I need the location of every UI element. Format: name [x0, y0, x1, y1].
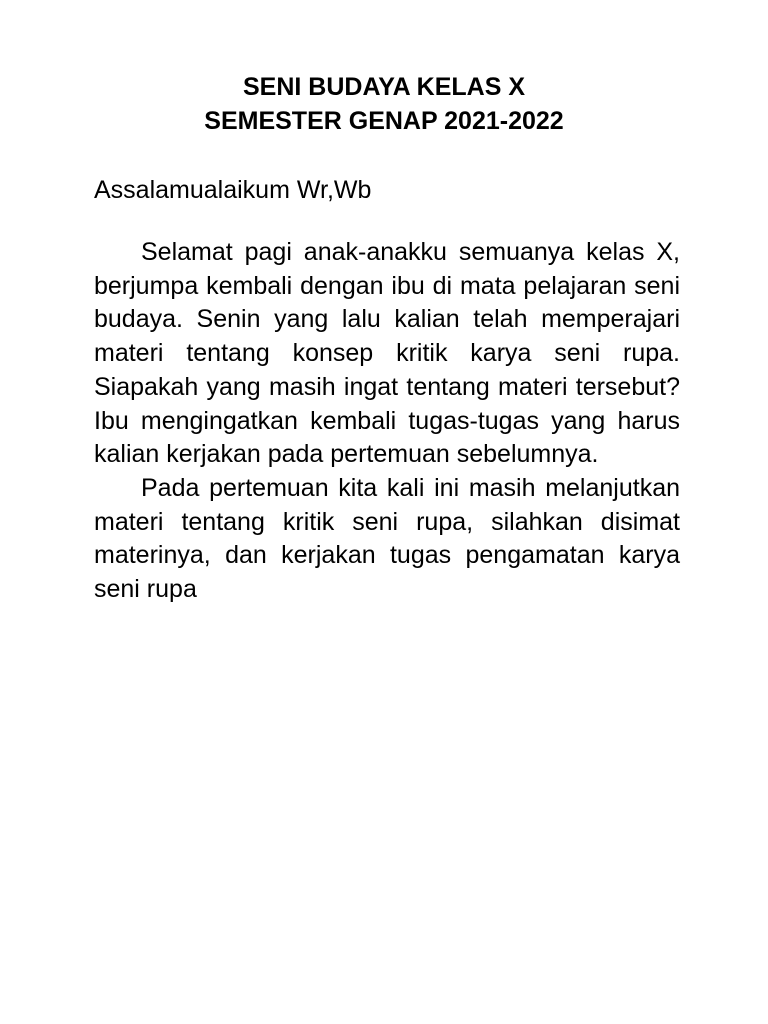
paragraph-assignment: Pada pertemuan kita kali ini masih melanjutkan materi tentang kritik seni rupa, silahkan disimat materinya, dan kerjakan tugas pengamatan karya seni rupa — [94, 473, 680, 604]
paragraph-intro: Selamat pagi anak-anakku semuanya kelas X, berjumpa kembali dengan ibu di mata pelajaran seni budaya. Senin yang lalu kalian telah memperajari materi tentang konsep kritik karya seni rupa. Siapakah yang masih ingat tentang materi tersebut? Ibu mengingatkan kembali tugas-tugas yang harus kalian kerjakan pada pertemuan sebelumnya. — [94, 238, 680, 469]
document-title — [0, 70, 768, 138]
greeting: Assalamualaikum Wr,Wb — [94, 176, 372, 204]
title-line-semester: SEMESTER GENAP 2021-2022 — [204, 107, 564, 135]
title-line-subject: SENI BUDAYA KELAS X — [242, 73, 526, 101]
body-text — [94, 236, 680, 607]
